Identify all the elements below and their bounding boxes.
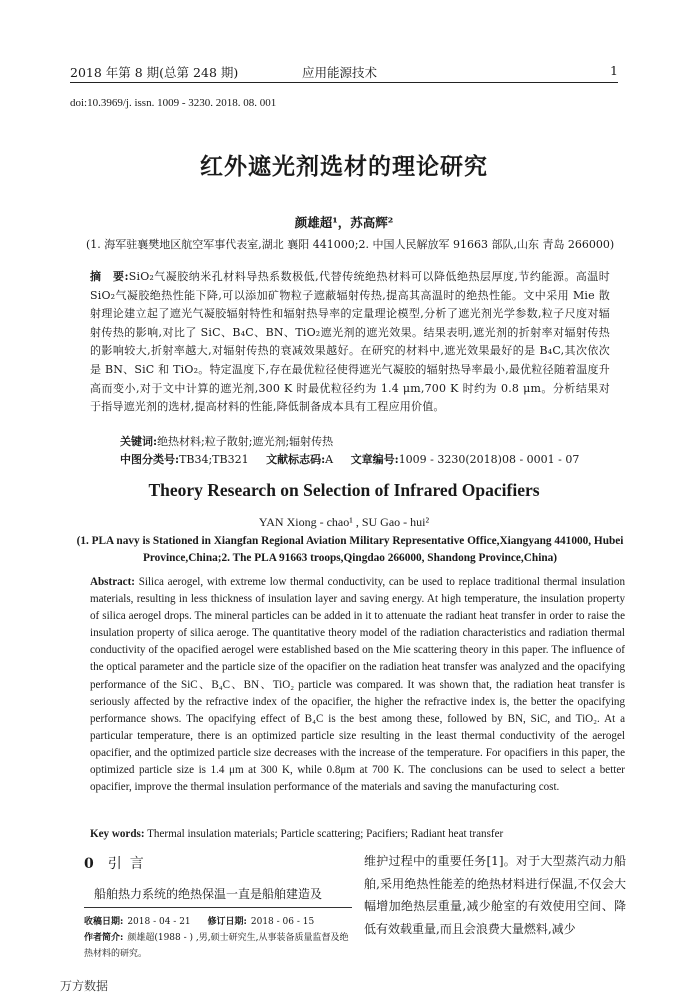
document-code: 文献标志码:A xyxy=(266,453,334,466)
abstract-label-chinese: 摘 要: xyxy=(90,270,129,283)
authors-english: YAN Xiong - chao¹ , SU Gao - hui² xyxy=(258,515,430,529)
section-title: 引言 xyxy=(107,856,152,872)
classification-line xyxy=(120,451,593,467)
title-english: Theory Research on Selection of Infrared Opacifiers xyxy=(148,480,540,500)
clc-number: 中图分类号:TB34;TB321 xyxy=(120,453,249,466)
header-rule xyxy=(70,82,618,83)
abstract-english xyxy=(90,574,625,796)
article-number: 文章编号:1009 - 3230(2018)08 - 0001 - 07 xyxy=(350,453,580,466)
section-heading xyxy=(84,853,152,873)
page-number: 1 xyxy=(610,63,618,78)
footnote-author: 作者简介: 颜雄超(1988 - ) ,男,硕士研究生,从事装备质量监督及绝热材料的研究。 xyxy=(84,933,349,959)
body-column-left: 船舶热力系统的绝热保温一直是船舶建造及 xyxy=(94,887,323,901)
footnote-dates: 收稿日期: 2018 - 04 - 21 修订日期: 2018 - 06 - 15 xyxy=(84,917,315,927)
keywords-label-english: Key words: xyxy=(90,828,145,840)
authors-chinese: 颜雄超¹，苏高辉² xyxy=(294,215,394,230)
doi: doi:10.3969/j. issn. 1009 - 3230. 2018. 08. 001 xyxy=(70,97,277,109)
issue-info: 2018 年第 8 期(总第 248 期) xyxy=(70,65,239,80)
footnote xyxy=(84,914,356,962)
keywords-english xyxy=(90,828,503,840)
section-number: 0 xyxy=(84,856,94,872)
title-chinese: 红外遮光剂选材的理论研究 xyxy=(200,153,488,180)
abstract-label-english: Abstract: xyxy=(90,576,135,588)
watermark: 万方数据 xyxy=(60,979,109,993)
affiliation-english: (1. PLA navy is Stationed in Xiangfan Regional Aviation Military Representative Office,Xiangyang 441000, Hubei Province,China;2. The PLA 91663 troops,Qingdao 266000, Shandong Province,China) xyxy=(76,535,624,564)
keywords-text-english: Thermal insulation materials; Particle scattering; Pacifiers; Radiant heat transfer xyxy=(147,828,504,840)
body-column-right: 维护过程中的重要任务[1]。对于大型蒸汽动力船舶,采用绝热性能差的绝热材料进行保温,不仅会大幅增加绝热层重量,减少舱室的有效使用空间、降低有效载重量,而且会浪费大量燃料,减少 xyxy=(364,854,626,936)
abstract-text-english: Silica aerogel, with extreme low thermal conductivity, can be used to replace traditional thermal insulation materials, resulting in less thickness of insulation layer and saving energy. At high temperature, the insulation property of silica aerogel drops. The mineral particles can be added in it to attenuate the radiant heat transfer in order to raise the insulation property of silica aeroge. The quantitative theory model of the radiation characteristics and radiation thermal conductivity of the opacified aerogel were established based on the Mie scattering theory in this paper. The influence of the optical parameter and the particle size of the opacifier on the radiation heat transfer was analyzed and the opacifying performance of the SiC、B₄C、BN、TiO₂ particle was compared. It was shown that, the radiation heat transfer is seriously affected by the refractive index of the opacifier, the higher the refractive index is, the better the opacifying performance shows. The opacifying effect of B₄C is the best among these, followed by BN, SiC, and TiO₂. At a particular temperature, there is an optimized particle size resulting in the least thermal conductivity of the aerogel opacifier, and the optimized particle size decreases with the increase of the temperature. For opacifiers in this paper, the optimized particle size is 1.4 μm at 300 K, while 0.8μm at 700 K. The conclusions can be used to select a better opacifier, improve the thermal insulation performance of the materials and saving the manufacturing cost. xyxy=(90,576,625,794)
journal-name: 应用能源技术 xyxy=(302,65,378,80)
abstract-chinese xyxy=(90,268,610,417)
keywords-text-chinese: 绝热材料;粒子散射;遮光剂;辐射传热 xyxy=(157,435,334,448)
keywords-chinese xyxy=(120,433,333,449)
keywords-label-chinese: 关键词: xyxy=(120,435,158,448)
abstract-text-chinese: SiO₂气凝胶纳米孔材料导热系数极低,代替传统绝热材料可以降低绝热层厚度,节约能源。高温时 SiO₂气凝胶绝热性能下降,可以添加矿物粒子遮蔽辐射传热,提高其高温时的绝热性能。文中采用 Mie 散射理论建立起了遮光气凝胶辐射特性和辐射热导率的定量理论模型,分析了遮光剂光学参数,粒子尺度对辐射传热的影响,对比了 SiC、B₄C、BN、TiO₂遮光剂的遮光效果。结果表明,遮光剂的折射率对辐射传热的影响较大,折射率越大,对辐射传热的衰减效果越好。在研究的材料中,遮光效果最好的是 B₄C,其次依次是 BN、SiC 和 TiO₂。特定温度下,存在最优粒径使得遮光气凝胶的辐射热导率最小,最优粒径随着温度升高而变小,对于文中计算的遮光剂,300 K 时最优粒径约为 1.4 μm,700 K 时约为 0.8 μm。分析结果对于指导遮光剂的选材,提高材料的性能,降低制备成本具有工程应用价值。 xyxy=(90,270,610,414)
footnote-rule xyxy=(84,907,352,908)
affiliation-chinese: (1. 海军驻襄樊地区航空军事代表室,湖北 襄阳 441000;2. 中国人民解放军 91663 部队,山东 青岛 266000) xyxy=(86,238,615,251)
